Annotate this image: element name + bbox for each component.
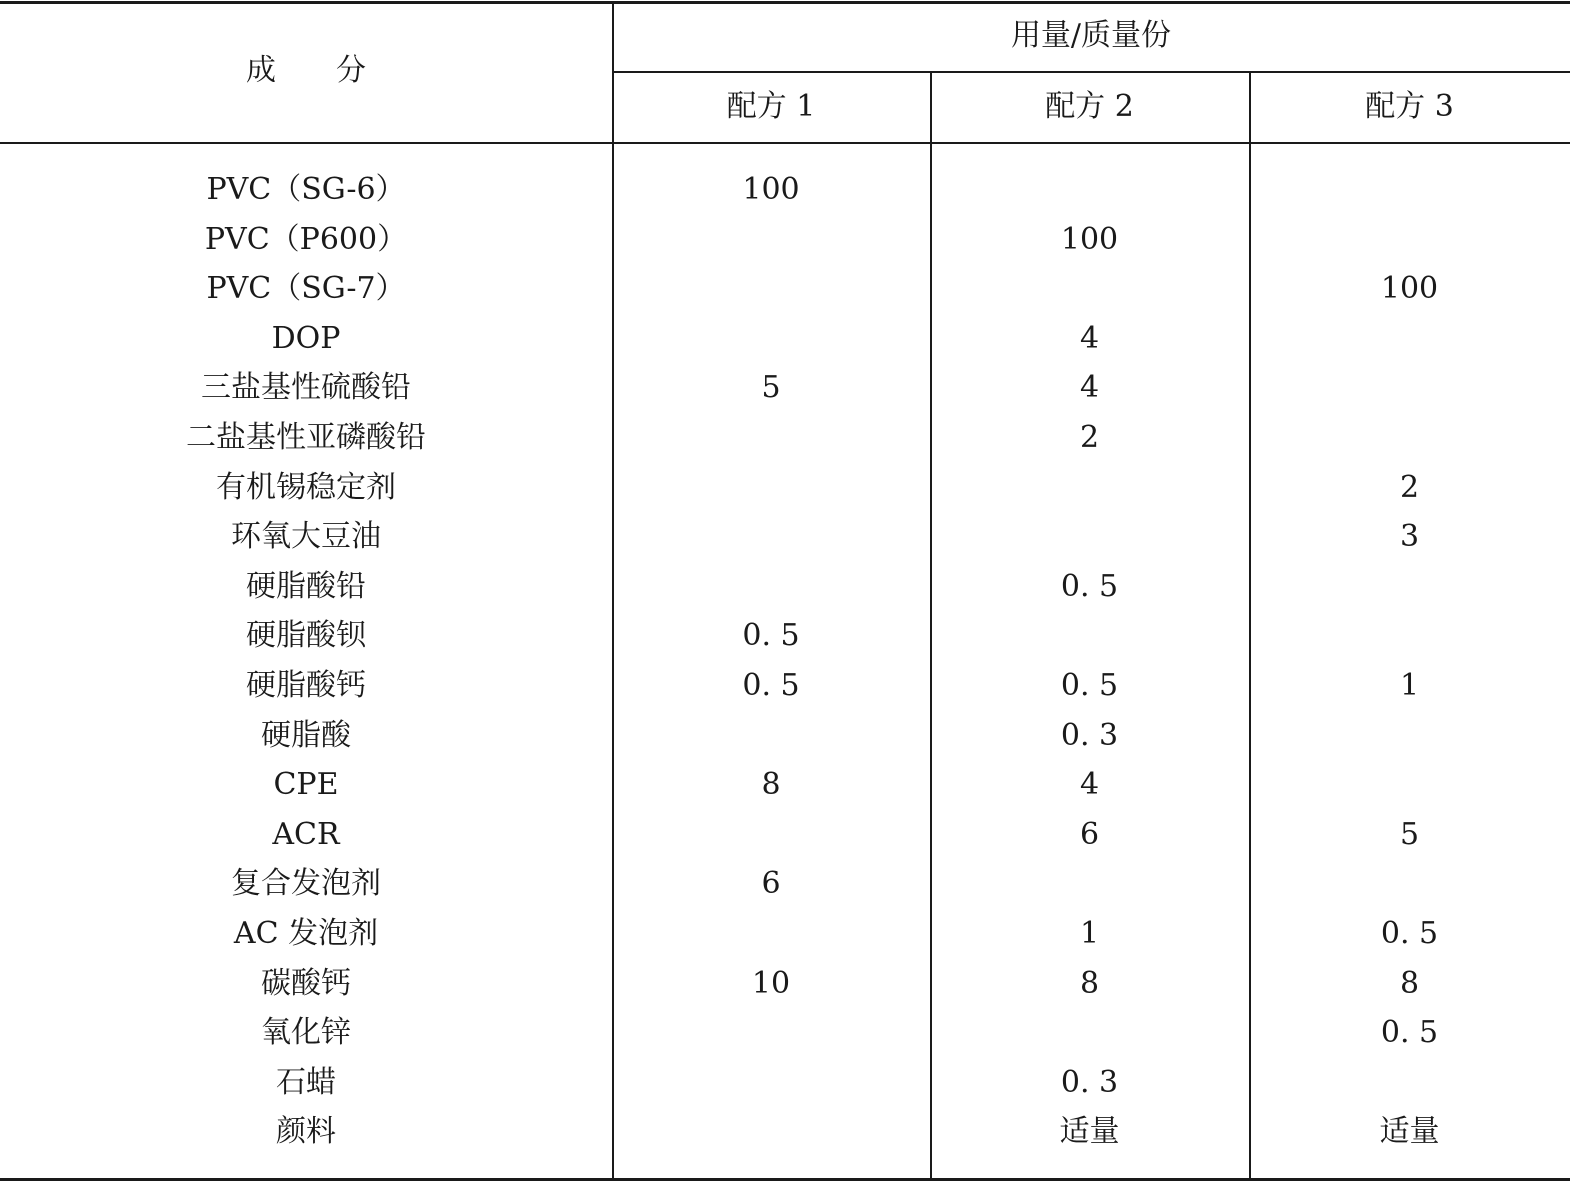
row-component-name: 石蜡 <box>276 1065 336 1100</box>
row-value-formula-3: 0. 5 <box>1380 1015 1439 1050</box>
row-value-formula-2: 1 <box>1079 916 1100 951</box>
row-component-name: 碳酸钙 <box>261 966 351 1001</box>
row-value-formula-2: 0. 5 <box>1060 668 1119 703</box>
row-value-formula-1: 0. 5 <box>742 668 800 703</box>
row-value-formula-3: 3 <box>1399 519 1420 554</box>
row-value-formula-3: 5 <box>1399 817 1420 852</box>
row-value-formula-3: 0. 5 <box>1380 916 1439 951</box>
row-value-formula-2: 2 <box>1079 420 1100 455</box>
row-component-name: CPE <box>273 767 339 802</box>
row-component-name: 复合发泡剂 <box>231 866 381 901</box>
row-value-formula-1: 0. 5 <box>742 618 800 653</box>
row-component-name: 颜料 <box>276 1114 336 1149</box>
row-value-formula-2: 6 <box>1079 817 1100 852</box>
row-component-name: ACR <box>272 817 340 852</box>
row-value-formula-2: 0. 3 <box>1060 1065 1119 1100</box>
row-component-name: PVC（SG-7） <box>206 271 406 306</box>
row-value-formula-1: 100 <box>742 172 800 207</box>
row-value-formula-2: 4 <box>1079 767 1100 802</box>
row-value-formula-2: 100 <box>1060 222 1119 257</box>
row-component-name: 硬脂酸铅 <box>246 569 366 604</box>
header-bottom-rule <box>0 142 1570 144</box>
row-component-name: PVC（SG-6） <box>206 172 406 207</box>
row-component-name: AC 发泡剂 <box>233 916 379 951</box>
row-component-name: 硬脂酸 <box>261 718 351 753</box>
row-value-formula-2: 0. 3 <box>1060 718 1119 753</box>
row-component-name: 二盐基性亚磷酸铅 <box>186 420 426 455</box>
row-component-name: 硬脂酸钙 <box>246 668 366 703</box>
row-value-formula-2: 0. 5 <box>1060 569 1119 604</box>
row-component-name: DOP <box>271 321 341 356</box>
row-value-formula-2: 4 <box>1079 321 1100 356</box>
header-component: 成 分 <box>246 53 366 88</box>
bottom-rule <box>0 1178 1570 1181</box>
row-component-name: 氧化锌 <box>261 1015 351 1050</box>
row-value-formula-3: 适量 <box>1379 1114 1440 1149</box>
row-value-formula-3: 100 <box>1380 271 1439 306</box>
row-component-name: 三盐基性硫酸铅 <box>201 370 411 405</box>
row-value-formula-1: 8 <box>761 767 781 802</box>
row-value-formula-2: 4 <box>1079 370 1100 405</box>
row-value-formula-1: 5 <box>761 370 781 405</box>
row-component-name: 环氧大豆油 <box>231 519 381 554</box>
header-formula-2: 配方 2 <box>1045 89 1134 124</box>
row-component-name: PVC（P600） <box>204 222 408 257</box>
header-amount-group: 用量/质量份 <box>1010 18 1172 53</box>
row-value-formula-1: 6 <box>761 866 781 901</box>
row-value-formula-3: 2 <box>1399 470 1420 505</box>
row-value-formula-3: 1 <box>1399 668 1420 703</box>
top-rule <box>0 1 1570 4</box>
group-header-rule <box>612 71 1570 73</box>
header-formula-3: 配方 3 <box>1365 89 1454 124</box>
row-value-formula-1: 10 <box>751 966 791 1001</box>
row-value-formula-2: 适量 <box>1059 1114 1120 1149</box>
row-component-name: 硬脂酸钡 <box>246 618 366 653</box>
row-component-name: 有机锡稳定剂 <box>216 470 396 505</box>
header-formula-1: 配方 1 <box>726 89 816 124</box>
row-value-formula-2: 8 <box>1079 966 1100 1001</box>
row-value-formula-3: 8 <box>1399 966 1420 1001</box>
